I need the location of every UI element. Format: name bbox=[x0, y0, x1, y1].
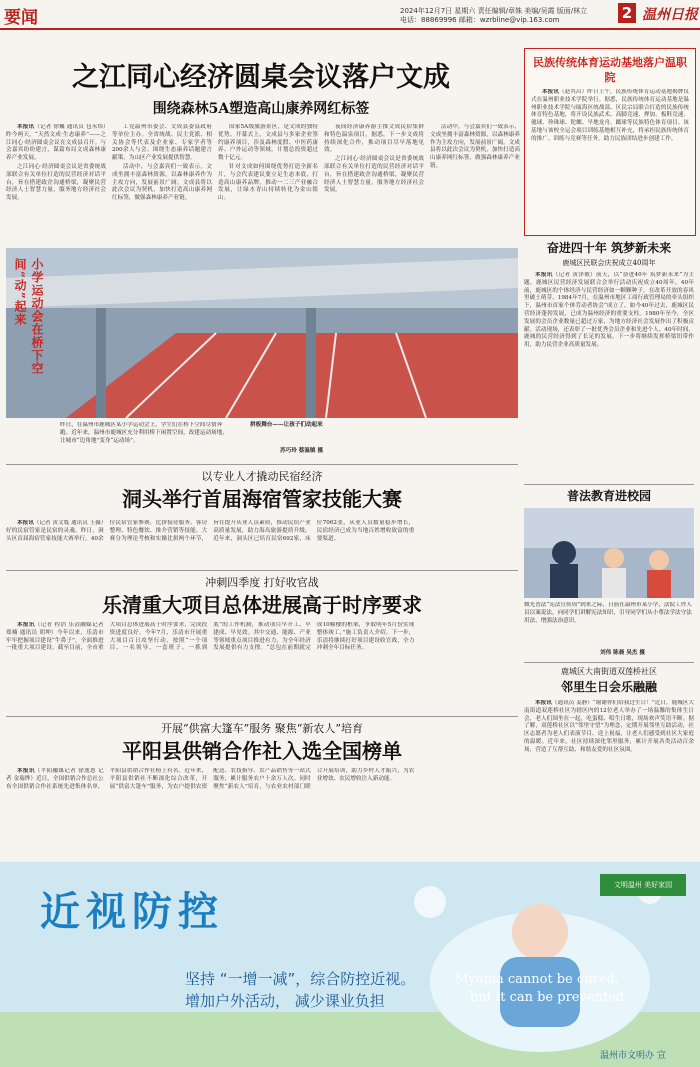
lead-col-5 bbox=[430, 124, 520, 244]
page-header bbox=[0, 0, 700, 30]
lead-col-2 bbox=[112, 124, 212, 244]
byline: 本报讯 bbox=[535, 700, 552, 706]
article-yueqing bbox=[6, 574, 518, 618]
photo-credit: 苏巧玲 蔡温镇 摄 bbox=[280, 448, 324, 454]
photo-caption-head: 拼板舞台——让孩子们动起来 bbox=[250, 422, 323, 428]
sidebar-article-3 bbox=[524, 666, 694, 695]
byline: 本报讯 bbox=[17, 768, 35, 774]
ad-footer: 温州市文明办 宣 bbox=[600, 1051, 666, 1061]
article-text: （记者 程浩 乐清融媒记者 郑楠 通讯员 胡坤）今年以来，乐清市牢牢把握项目建设“牛鼻子”，全面推进一批重大项目建设。截至目前，全市重大项目总体进展高于时序要求，完成投资进度良好。今年7月，乐清市开展重大项目百日攻坚行动，按照“一个项目、一名领导、一套班子、一抓到底”的工作机制，推动项目早开工、早建成、早见效。其中交通、能源、产业等领域重点项目推进有力，为全年经济发展提供有力支撑。“总包在前期就完成10幢楼的框架，争取明年5月份实现整体竣工，”施工负责人介绍。下一步，乐清将继续打好项目建设收官战，全力冲刺全年目标任务。 bbox=[6, 622, 415, 652]
law-photo bbox=[524, 508, 694, 598]
sidebar-body bbox=[531, 89, 689, 234]
lead-subheadline: 围绕森林5A塑造高山康养网红标签 bbox=[152, 101, 370, 117]
sidebar-article-2 bbox=[524, 240, 694, 268]
photo-credit: 刘伟 陈晨 吴杰 摄 bbox=[600, 650, 645, 656]
sidebar-kicker: 鹿城区大南街道双莲桥社区 bbox=[561, 667, 657, 676]
lead-text-8: 之江同心·经济圆桌会议是省委统战部联合有关单位打造的民营经济对话平台，旨在搭建政企沟通桥梁，凝聚民营经济人士智慧力量，服务地方经济社会发展。 bbox=[324, 156, 424, 194]
sidebar-box-1 bbox=[524, 48, 696, 236]
masthead-logo: 温州日报 bbox=[642, 7, 698, 23]
divider bbox=[524, 484, 694, 485]
article-headline: 洞头举行首届海宿管家技能大赛 bbox=[122, 487, 402, 511]
article-kicker: 冲刺四季度 打好收官战 bbox=[205, 576, 319, 589]
lead-text-5: 国家5A级旅游景区，是文成的独特优势。开幕式上，文成县与多家企业签约康养项目，涉及森林度假、中医药康养、户外运动等领域，计划总投资超过数十亿元。 bbox=[218, 124, 318, 162]
bridge-track-illustration bbox=[6, 248, 518, 418]
byline: 本报讯 bbox=[535, 272, 553, 278]
lead-text-1: （记者 徐巍 通讯员 包永炜）昨今两天，“天然文成·生态康养”——之江同心·经济圆桌会议在文成县召开。与会嘉宾纷纷建言，谋篇布局文成森林康养产业发展。 bbox=[6, 124, 106, 162]
byline: 本报讯 bbox=[542, 89, 559, 95]
lead-text-9: 活动中，与会嘉宾们一致表示，文成坐拥丰富森林资源，以森林康养作为主攻方向，发展前景广阔。文成县将以此次会议为契机，加快打造高山康养网红标签，做强森林康养产业链。 bbox=[430, 124, 520, 169]
ad-english-1: Myopia cannot be cured, bbox=[455, 972, 619, 987]
page-number: 2 bbox=[618, 3, 636, 23]
article-pingyang bbox=[6, 720, 518, 764]
photo-vertical-title: 小学运动会在桥下空间“动”起来 bbox=[13, 258, 44, 375]
civility-badge: 文明温州 美好家园 bbox=[600, 874, 686, 896]
sidebar-text: （通讯员 姜静）“谢谢你们给我过生日！”近日，鹿城区大南街道双莲桥社区为辖区内的12位老人举办了一场温馨的集体生日会，老人们围坐在一起，吃蛋糕、唱生日歌，现场欢声笑语不断。据了解，双莲桥社区以“邻里守望”为理念，定期开展邻里互助活动，社区志愿者为老人们表演节目、送上祝福，让老人们感受到社区大家庭的温暖。近年来，社区持续深化邻里服务，累计开展各类活动百余场，营造了互帮互助、和谐友爱的社区氛围。 bbox=[524, 700, 694, 753]
article-kicker: 以专业人才撬动民宿经济 bbox=[201, 470, 323, 483]
divider bbox=[6, 570, 518, 571]
lead-headline: 之江同心经济圆桌会议落户文成 bbox=[72, 62, 450, 93]
byline: 本报讯 bbox=[17, 520, 34, 526]
sidebar-headline: 奋进四十年 筑梦新未来 bbox=[546, 241, 672, 255]
article-text: （平阳融媒记者 徐逸恩 记者 金瑞烨）近日，全国供销合作总社公布全国供销合作社系统先进集体名单，平阳县供销合作社榜上有名。近年来，平阳县供销社不断深化综合改革，开展“供富大篷车”服务，为农户提供农资配送、农技指导、农产品销售等一站式服务，累计服务农户十余万人次。同时聚焦“新农人”培育，与农业农村部门联合开展培训，助力乡村人才振兴，为农业增效、农民增收注入新动能。 bbox=[6, 768, 415, 790]
article-yueqing-body bbox=[6, 622, 518, 712]
myopia-ad bbox=[0, 862, 700, 1067]
sidebar-body-2 bbox=[524, 272, 694, 480]
lead-text-6: 针对文成如何围绕优势打造全新名片，与会代表建议要立足生态本底，打造高山康养品牌，推动一二三产业融合发展，让绿水青山持续转化为金山银山。 bbox=[218, 163, 318, 202]
byline: 本报讯 bbox=[17, 622, 35, 628]
sidebar-headline: 民族传统体育运动基地落户温职院 bbox=[533, 56, 687, 84]
ad-title: 近视防控 bbox=[40, 889, 224, 935]
lead-text-7: 夜间经济康养游主推文成民宿集群和特色温泉项目。据悉，下一步文成将持续深化合作，推动项目尽早落地见效。 bbox=[324, 124, 424, 154]
lead-col-1 bbox=[6, 124, 106, 244]
photo-caption: 昨日，在温州市鹿城区某小学运动会上，学生们在桥下空间尽情奔跑。近年来，温州市鹿城区充分利用桥下闲置空间，改建运动场地，让城市“边角地”变身“运动场”。 bbox=[60, 422, 228, 444]
lead-col-3 bbox=[218, 124, 318, 244]
law-photo-block bbox=[524, 488, 694, 504]
divider bbox=[6, 716, 518, 717]
article-headline: 乐清重大项目总体进展高于时序要求 bbox=[102, 593, 422, 617]
lead-title-block bbox=[6, 62, 516, 118]
ad-english-2: but it can be prevented. bbox=[470, 990, 629, 1005]
section-title: 要闻 bbox=[4, 8, 38, 28]
photo-caption: 微光普法“宪法宣传周”到来之际，日前在温州市某小学，法院工作人员以案说法，向同学们讲解宪法知识，引导同学们从小尊法学法守法用法，增强法治意识。 bbox=[524, 602, 692, 624]
article-text: （记者 黄文胤 通讯员 王薇）好的民宿管家是民宿的灵魂。昨日，洞头区首届海宿管家技能大赛举行，40余位民宿管家参赛，比拼接待服务、客房整理、特色餐饮、推介营销等技能。大赛分为理论考核和实操比拼两个环节，旨在提升从业人员素质，推动民宿产业高质量发展，助力海岛旅游提质升级。近年来，洞头区已培育民宿692家，床位7062张，从业人员数量稳步增长，民宿经济已成为当地百姓增收致富的重要渠道。 bbox=[6, 520, 415, 542]
article-kicker: 开展“供富大篷车”服务 聚焦“新农人”培育 bbox=[161, 722, 363, 735]
divider bbox=[6, 464, 518, 465]
divider bbox=[524, 662, 694, 663]
sidebar-subheadline: 鹿城区民联会庆祝成立40周年 bbox=[562, 259, 656, 267]
sidebar-headline: 邻里生日会乐融融 bbox=[560, 680, 657, 694]
lead-text-3: 工党温州市委会、文成县委县政府等单位主办。全省统战、民主党派、相关协会等代表及企业家、专家学者等200余人与会。围绕生态康养话题建言献策，为山区产业发展提供智慧。 bbox=[112, 124, 212, 162]
photo-headline: 普法教育进校园 bbox=[566, 489, 651, 503]
sidebar-text: （记者 黄泽敏）前天，以“奋进40年 筑梦新未来”为主题，鹿城区民营经济发展联合会举行活动庆祝成立40周年。40年前，鹿城区的个体经济与民营经济如一颗颗种子，在改革开放的春风里破土萌芽。1984年7月，在温州市地区工商行政管理局的牵头组织下，温州市首家个体劳动者协会“成立了，如今40年过去，鹿城区民营经济蓬勃发展，已成为温州经济的重要支柱。1980年至今，全区发展的会员企业数量已超过万家，为地方经济社会发展作出了积极贡献。活动现场，还表彰了一批优秀会员企业和先进个人。40年时间，鹿城的民营经济得到了长足的发展，下一步将继续发挥桥梁纽带作用，助力民营企业高质量发展。 bbox=[524, 272, 694, 349]
article-headline: 平阳县供销合作社入选全国榜单 bbox=[122, 739, 402, 763]
ad-slogan-1: 坚持 “一增一减”，综合防控近视。 bbox=[185, 970, 416, 988]
byline: 本报讯 bbox=[17, 124, 35, 130]
ad-slogan-2: 增加户外活动， 减少课业负担 bbox=[185, 992, 385, 1010]
classroom-illustration bbox=[524, 508, 694, 598]
lead-col-4 bbox=[324, 124, 424, 244]
lead-text-2: 之江同心·经济圆桌会议是省委统战部联合有关单位打造的民营经济对话平台，旨在搭建政企沟通桥梁，凝聚民营经济人士智慧力量，服务地方经济社会发展。 bbox=[6, 163, 106, 202]
article-pingyang-body bbox=[6, 768, 518, 858]
article-dongtou-body bbox=[6, 520, 518, 566]
contact-info: 电话：88869996 邮箱：wzrbline@vip.163.com bbox=[400, 16, 560, 24]
sidebar-body-3 bbox=[524, 700, 694, 856]
sidebar-text: （赵其昌）昨日上午，民族传统体育运动基地揭牌仪式在温州职业技术学院举行。据悉，民族传统体育运动基地是温州职业技术学院与瓯海区统战部、区民宗局联合打造的民族传统体育特色基地，将开设民族武术、高脚竞速、押加、板鞋竞速、毽球、珍珠球、陀螺、旱地龙舟、蹴球等民族特色体育项目。该基地与该校全运会项目训练基地相互补充，将承担民族传统体育的推广、训练与竞赛等任务，助力民族团结进步创建工作。 bbox=[531, 89, 689, 142]
edition-info: 2024年12月7日 星期六 责任编辑/章姝 美编/吴霞 版面/林立 bbox=[400, 7, 588, 15]
lead-text-4: 活动中，与会嘉宾们一致表示，文成坐拥丰富森林资源，以森林康养作为主攻方向，发展前景广阔。文成县将以此次会议为契机，加快打造高山康养网红标签，做强森林康养产业链。 bbox=[112, 163, 212, 202]
sports-photo bbox=[6, 248, 518, 418]
article-dongtou bbox=[6, 468, 518, 512]
